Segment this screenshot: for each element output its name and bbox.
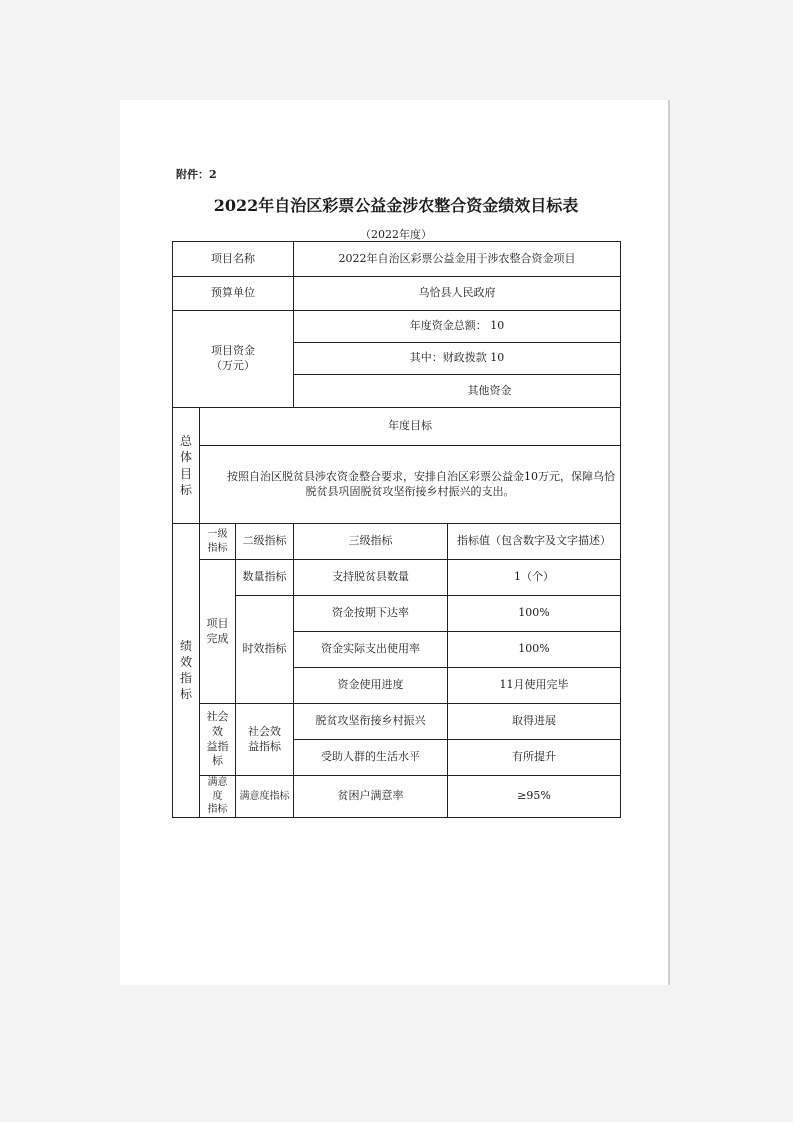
row-funds-total — [173, 311, 621, 343]
satisfaction-value: ≥95% — [448, 776, 621, 818]
row-annual-goal-text — [173, 446, 621, 524]
project-funds-label — [173, 311, 294, 408]
document-title: 2022年自治区彩票公益金涉农整合资金绩效目标表 — [213, 196, 579, 215]
table-row — [173, 776, 621, 818]
social-benefit-l2: 社会效 益指标 — [236, 704, 294, 776]
document-year: （2022年度） — [360, 228, 432, 241]
performance-label: 绩 效 指 标 — [173, 524, 200, 818]
annual-goal-text: 按照自治区脱贫县涉农资金整合要求，安排自治区彩票公益金10万元，保障乌恰脱贫县巩固脱贫攻坚衔接乡村振兴的支出。 — [200, 446, 621, 524]
row-performance-header — [173, 524, 621, 560]
timeliness-item: 资金使用进度 — [294, 668, 448, 704]
overall-goal-label: 总 体 目 标 — [173, 408, 200, 524]
project-completion-label: 项目 完成 — [200, 560, 236, 704]
header-level1: 一级 指标 — [200, 524, 236, 560]
row-project-name — [173, 242, 621, 277]
header-level2: 二级指标 — [236, 524, 294, 560]
attachment-label: 附件：2 — [176, 168, 217, 181]
social-item: 脱贫攻坚衔接乡村振兴 — [294, 704, 448, 740]
timeliness-item: 资金按期下达率 — [294, 596, 448, 632]
project-funds-label-line1: 项目资金 — [211, 344, 255, 358]
table-row — [173, 560, 621, 596]
project-funds-label-line2: （万元） — [211, 359, 255, 372]
satisfaction-l1: 满意度 指标 — [200, 776, 236, 818]
social-item: 受助人群的生活水平 — [294, 740, 448, 776]
timeliness-value: 100% — [448, 596, 621, 632]
header-level3: 三级指标 — [294, 524, 448, 560]
funds-total: 年度资金总额： 10 — [294, 311, 621, 343]
timeliness-label: 时效指标 — [236, 596, 294, 704]
funds-fiscal: 其中：财政拨款 10 — [294, 343, 621, 375]
social-value: 有所提升 — [448, 740, 621, 776]
row-budget-unit — [173, 277, 621, 311]
social-value: 取得进展 — [448, 704, 621, 740]
budget-unit-label: 预算单位 — [173, 277, 294, 311]
satisfaction-item: 贫困户满意率 — [294, 776, 448, 818]
project-name-value: 2022年自治区彩票公益金用于涉农整合资金项目 — [294, 242, 621, 277]
table-row — [173, 596, 621, 632]
paper-edge — [668, 100, 670, 985]
quantity-item: 支持脱贫县数量 — [294, 560, 448, 596]
project-name-label: 项目名称 — [173, 242, 294, 277]
funds-other: 其他资金 — [294, 375, 621, 408]
annual-goal-label: 年度目标 — [200, 408, 621, 446]
budget-unit-value: 乌恰县人民政府 — [294, 277, 621, 311]
social-benefit-l1: 社会效 益指标 — [200, 704, 236, 776]
quantity-value: 1（个） — [448, 560, 621, 596]
satisfaction-l2: 满意度指标 — [236, 776, 294, 818]
header-value: 指标值（包含数字及文字描述） — [448, 524, 621, 560]
timeliness-item: 资金实际支出使用率 — [294, 632, 448, 668]
table-row — [173, 704, 621, 740]
row-annual-goal-header — [173, 408, 621, 446]
timeliness-value: 11月使用完毕 — [448, 668, 621, 704]
performance-target-table — [172, 241, 621, 818]
timeliness-value: 100% — [448, 632, 621, 668]
quantity-label: 数量指标 — [236, 560, 294, 596]
